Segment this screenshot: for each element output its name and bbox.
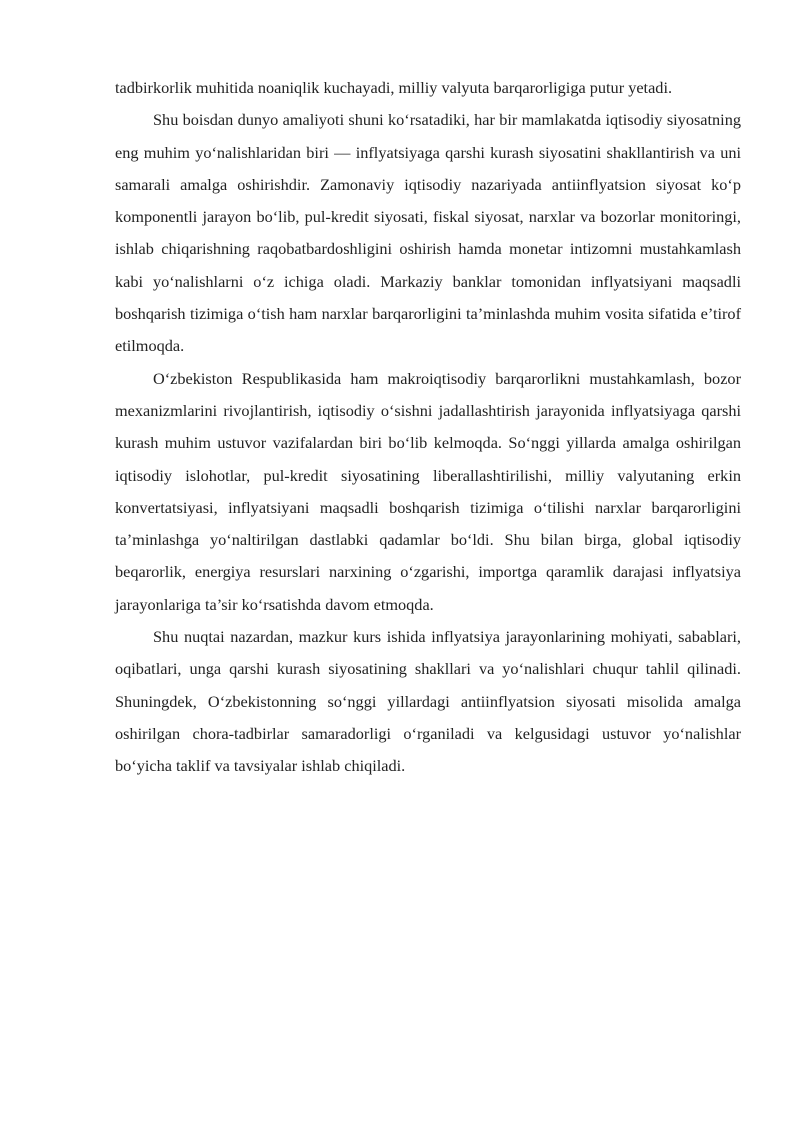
paragraph-world-practice: Shu boisdan dunyo amaliyoti shuni ko‘rsatadiki, har bir mamlakatda iqtisodiy siyosatning eng muhim yo‘nalishlaridan biri — inflyatsiyaga qarshi kurash siyosatini shakllantirish va uni samarali amalga oshirishdir. Zamonaviy iqtisodiy nazariyada antiinflyatsion siyosat ko‘p komponentli jarayon bo‘lib, pul-kredit siyosati, fiskal siyosat, narxlar va bozorlar monitoringi, ishlab chiqarishning raqobatbardoshligini oshirish hamda monetar intizomni mustahkamlash kabi yo‘nalishlarni o‘z ichiga oladi. Markaziy banklar tomonidan inflyatsiyani maqsadli boshqarish tizimiga o‘tish ham narxlar barqarorligini ta’minlashda muhim vosita sifatida e’tirof etilmoqda.	[115, 110, 741, 356]
document-page	[115, 72, 741, 783]
paragraph-uzbekistan: O‘zbekiston Respublikasida ham makroiqtisodiy barqarorlikni mustahkamlash, bozor mexanizmlarini rivojlantirish, iqtisodiy o‘sishni jadallashtirish jarayonida inflyatsiyaga qarshi kurash muhim ustuvor vazifalardan biri bo‘lib kelmoqda. So‘nggi yillarda amalga oshirilgan iqtisodiy islohotlar, pul-kredit siyosatining liberallashtirilishi, milliy valyutaning erkin konvertatsiyasi, inflyatsiyani maqsadli boshqarish tizimiga o‘tilishi narxlar barqarorligini ta’minlashga yo‘naltirilgan dastlabki qadamlar bo‘ldi. Shu bilan birga, global iqtisodiy beqarorlik, energiya resurslari narxining o‘zgarishi, importga qaramlik darajasi inflyatsiya jarayonlariga ta’sir ko‘rsatishda davom etmoqda.	[115, 368, 741, 614]
paragraph-continuation: tadbirkorlik muhitida noaniqlik kuchayadi, milliy valyuta barqarorligiga putur yetadi.	[115, 78, 673, 97]
paragraph-course-work-scope: Shu nuqtai nazardan, mazkur kurs ishida inflyatsiya jarayonlarining mohiyati, sabablari, oqibatlari, unga qarshi kurash siyosatining shakllari va yo‘nalishlari chuqur tahlil qilinadi. Shuningdek, O‘zbekistonning so‘nggi yillardagi antiinflyatsion siyosati misolida amalga oshirilgan chora-tadbirlar samaradorligi o‘rganiladi va kelgusidagi ustuvor yo‘nalishlar bo‘yicha taklif va tavsiyalar ishlab chiqiladi.	[115, 627, 741, 776]
